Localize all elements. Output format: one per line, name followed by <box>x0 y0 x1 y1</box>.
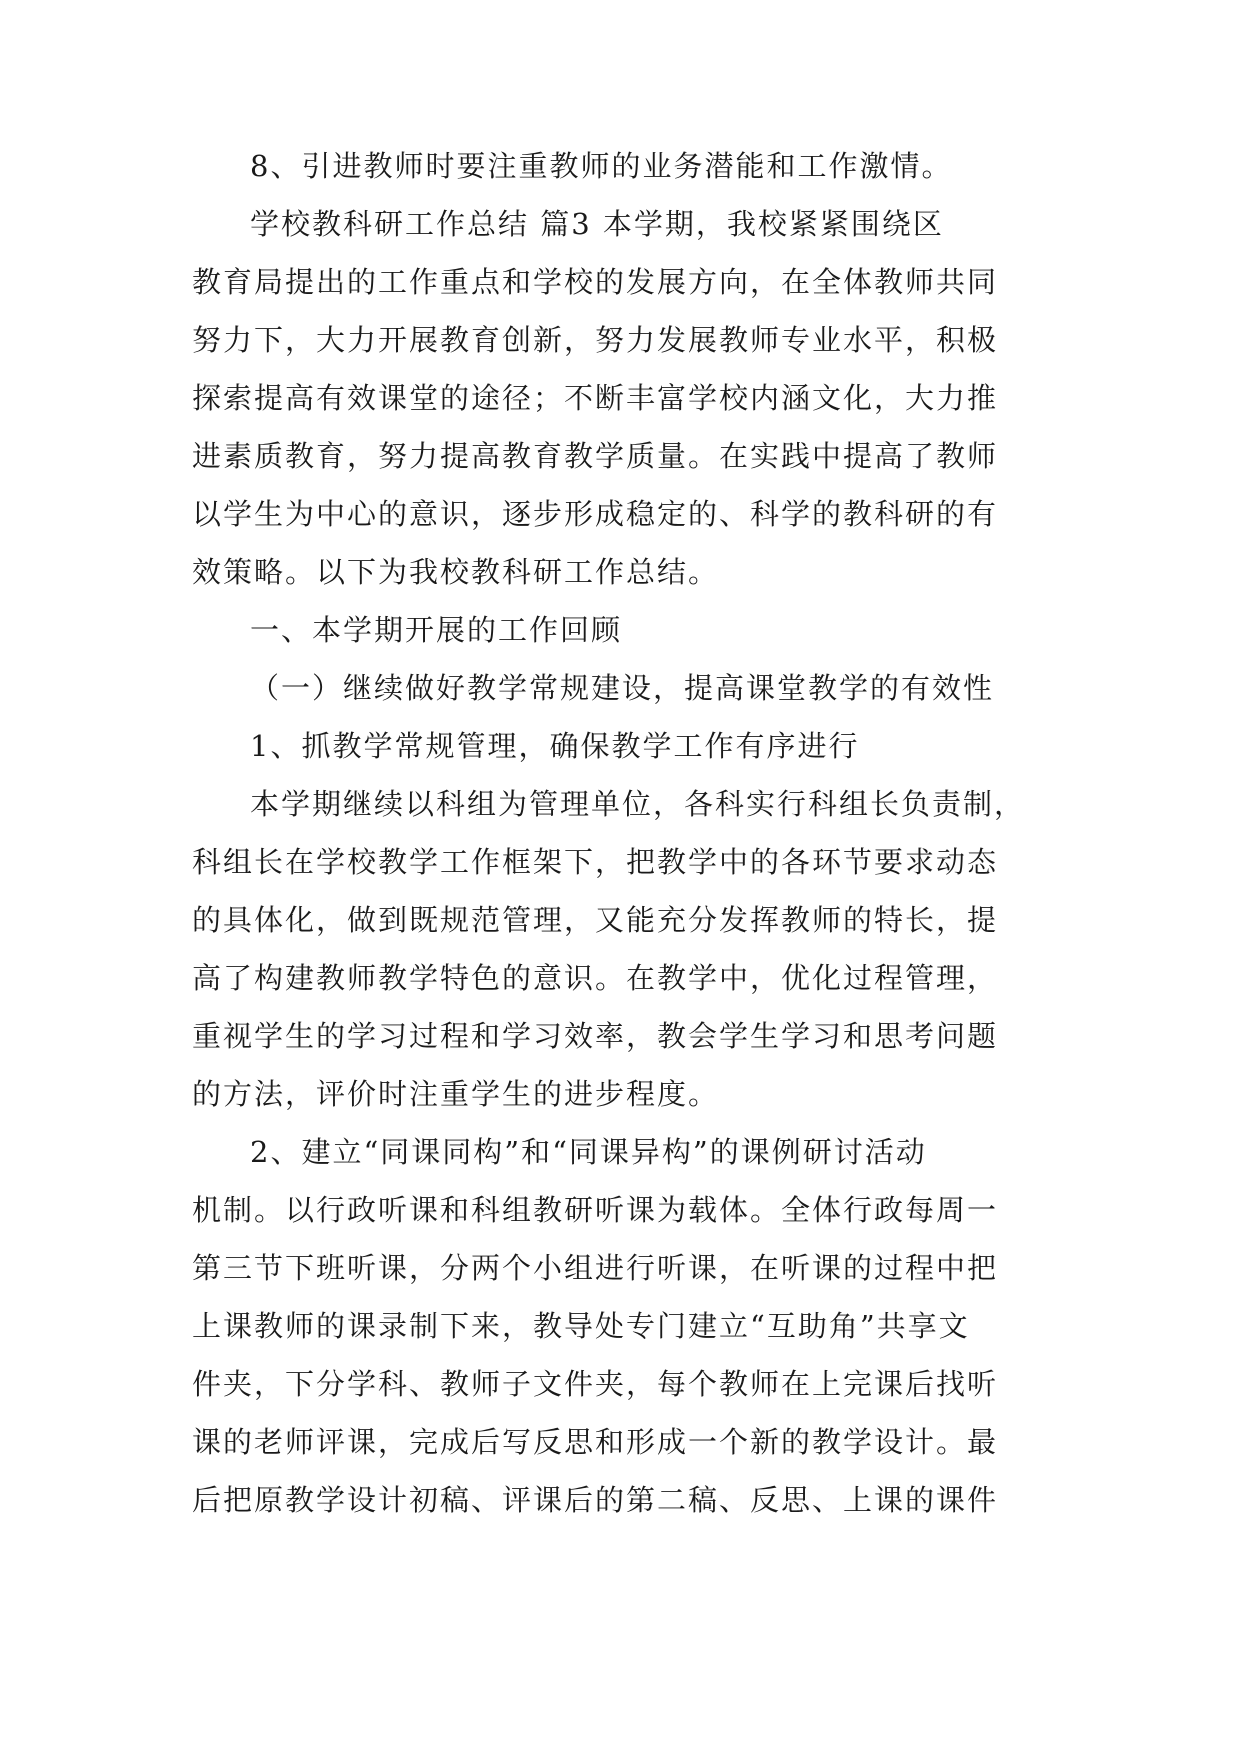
paragraph-line: 科组长在学校教学工作框架下，把教学中的各环节要求动态 <box>192 845 999 879</box>
paragraph-line: 高了构建教师教学特色的意识。在教学中，优化过程管理， <box>192 961 999 995</box>
paragraph-line: 机制。以行政听课和科组教研听课为载体。全体行政每周一 <box>192 1193 999 1227</box>
paragraph-line: 学校教科研工作总结 篇3 本学期，我校紧紧围绕区 <box>250 207 944 241</box>
paragraph-line: 努力下，大力开展教育创新，努力发展教师专业水平，积极 <box>192 323 999 357</box>
paragraph-line: 的方法，评价时注重学生的进步程度。 <box>192 1077 720 1111</box>
paragraph-line: 探索提高有效课堂的途径；不断丰富学校内涵文化，大力推 <box>192 381 999 415</box>
paragraph-line: 上课教师的课录制下来，教导处专门建立“互助角”共享文 <box>192 1309 970 1343</box>
section-heading: 一、本学期开展的工作回顾 <box>250 613 623 647</box>
paragraph-line: 8、引进教师时要注重教师的业务潜能和工作激情。 <box>250 149 953 183</box>
paragraph-line: 本学期继续以科组为管理单位，各科实行科组长负责制， <box>250 787 1026 821</box>
paragraph-line: 的具体化，做到既规范管理，又能充分发挥教师的特长，提 <box>192 903 999 937</box>
paragraph-line: 课的老师评课，完成后写反思和形成一个新的教学设计。最 <box>192 1425 999 1459</box>
paragraph-line: 重视学生的学习过程和学习效率，教会学生学习和思考问题 <box>192 1019 999 1053</box>
paragraph-line: 进素质教育，努力提高教育教学质量。在实践中提高了教师 <box>192 439 999 473</box>
item-heading: 1、抓教学常规管理，确保教学工作有序进行 <box>250 729 860 763</box>
paragraph-line: 2、建立“同课同构”和“同课异构”的课例研讨活动 <box>250 1135 927 1169</box>
paragraph-line: 后把原教学设计初稿、评课后的第二稿、反思、上课的课件 <box>192 1483 999 1517</box>
paragraph-line: 效策略。以下为我校教科研工作总结。 <box>192 555 720 589</box>
paragraph-line: 第三节下班听课，分两个小组进行听课，在听课的过程中把 <box>192 1251 999 1285</box>
subsection-heading: （一）继续做好教学常规建设，提高课堂教学的有效性 <box>250 671 995 705</box>
paragraph-line: 教育局提出的工作重点和学校的发展方向，在全体教师共同 <box>192 265 999 299</box>
paragraph-line: 以学生为中心的意识，逐步形成稳定的、科学的教科研的有 <box>192 497 999 531</box>
document-body <box>192 137 1052 1529</box>
paragraph-line: 件夹，下分学科、教师子文件夹，每个教师在上完课后找听 <box>192 1367 999 1401</box>
